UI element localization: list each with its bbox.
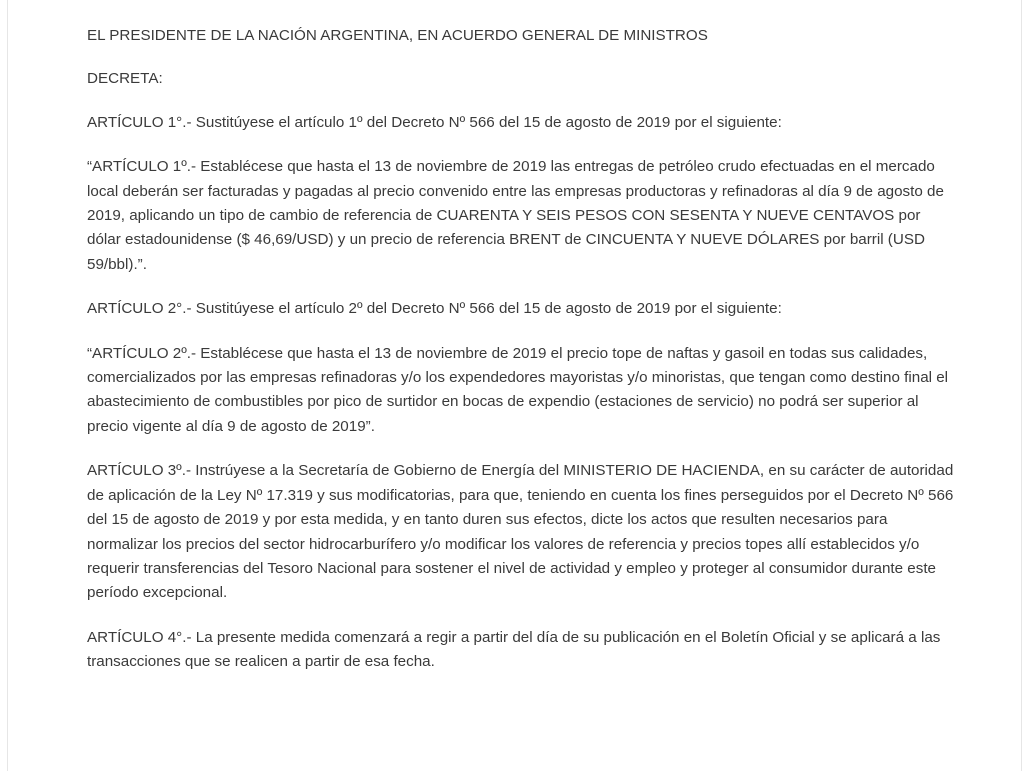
decreta-heading: DECRETA: [87, 70, 163, 88]
article-1: ARTÍCULO 1°.- Sustitúyese el artículo 1º del Decreto Nº 566 del 15 de agosto de 2019 por el siguiente: [87, 113, 782, 131]
document-body [87, 24, 957, 695]
document-header: EL PRESIDENTE DE LA NACIÓN ARGENTINA, EN ACUERDO GENERAL DE MINISTROS [87, 27, 708, 44]
article-1-text: “ARTÍCULO 1º.- Establécese que hasta el 13 de noviembre de 2019 las entregas de petróleo crudo efectuadas en el mercado local deberán ser facturadas y pagadas al precio convenido entre las empresas productoras y refinadoras al día 9 de agosto de 2019, aplicando un tipo de cambio de referencia de CUARENTA Y SEIS PESOS CON SESENTA Y NUEVE CENTAVOS por dólar estadounidense ($ 46,69/USD) y un precio de referencia BRENT de CINCUENTA Y NUEVE DÓLARES por barril (USD 59/bbl).”. [87, 158, 944, 273]
article-3: ARTÍCULO 3º.- Instrúyese a la Secretaría de Gobierno de Energía del MINISTERIO DE HACIENDA, en su carácter de autoridad de aplicación de la Ley Nº 17.319 y sus modificatorias, para que, teniendo en cuenta los fines perseguidos por el Decreto Nº 566 del 15 de agosto de 2019 y por esta medida, y en tanto duren sus efectos, dicte los actos que resulten necesarios para normalizar los precios del sector hidrocarburífero y/o modificar los valores de referencia y precios topes allí establecidos y/o requerir transferencias del Tesoro Nacional para sostener el nivel de actividad y empleo y proteger al consumidor durante este período excepcional. [87, 462, 954, 602]
page-right-border [1021, 0, 1022, 771]
article-4: ARTÍCULO 4°.- La presente medida comenzará a regir a partir del día de su publicación en el Boletín Oficial y se aplicará a las transacciones que se realicen a partir de esa fecha. [87, 628, 941, 671]
page-left-border [7, 0, 8, 771]
article-2: ARTÍCULO 2°.- Sustitúyese el artículo 2º del Decreto Nº 566 del 15 de agosto de 2019 por el siguiente: [87, 300, 782, 318]
article-2-text: “ARTÍCULO 2º.- Establécese que hasta el 13 de noviembre de 2019 el precio tope de naftas y gasoil en todas sus calidades, comercializados por las empresas refinadoras y/o los expendedores mayoristas y/o minoristas, que tengan como destino final el abastecimiento de combustibles por pico de surtidor en bocas de expendio (estaciones de servicio) no podrá ser superior al precio vigente al día 9 de agosto de 2019”. [87, 344, 949, 435]
